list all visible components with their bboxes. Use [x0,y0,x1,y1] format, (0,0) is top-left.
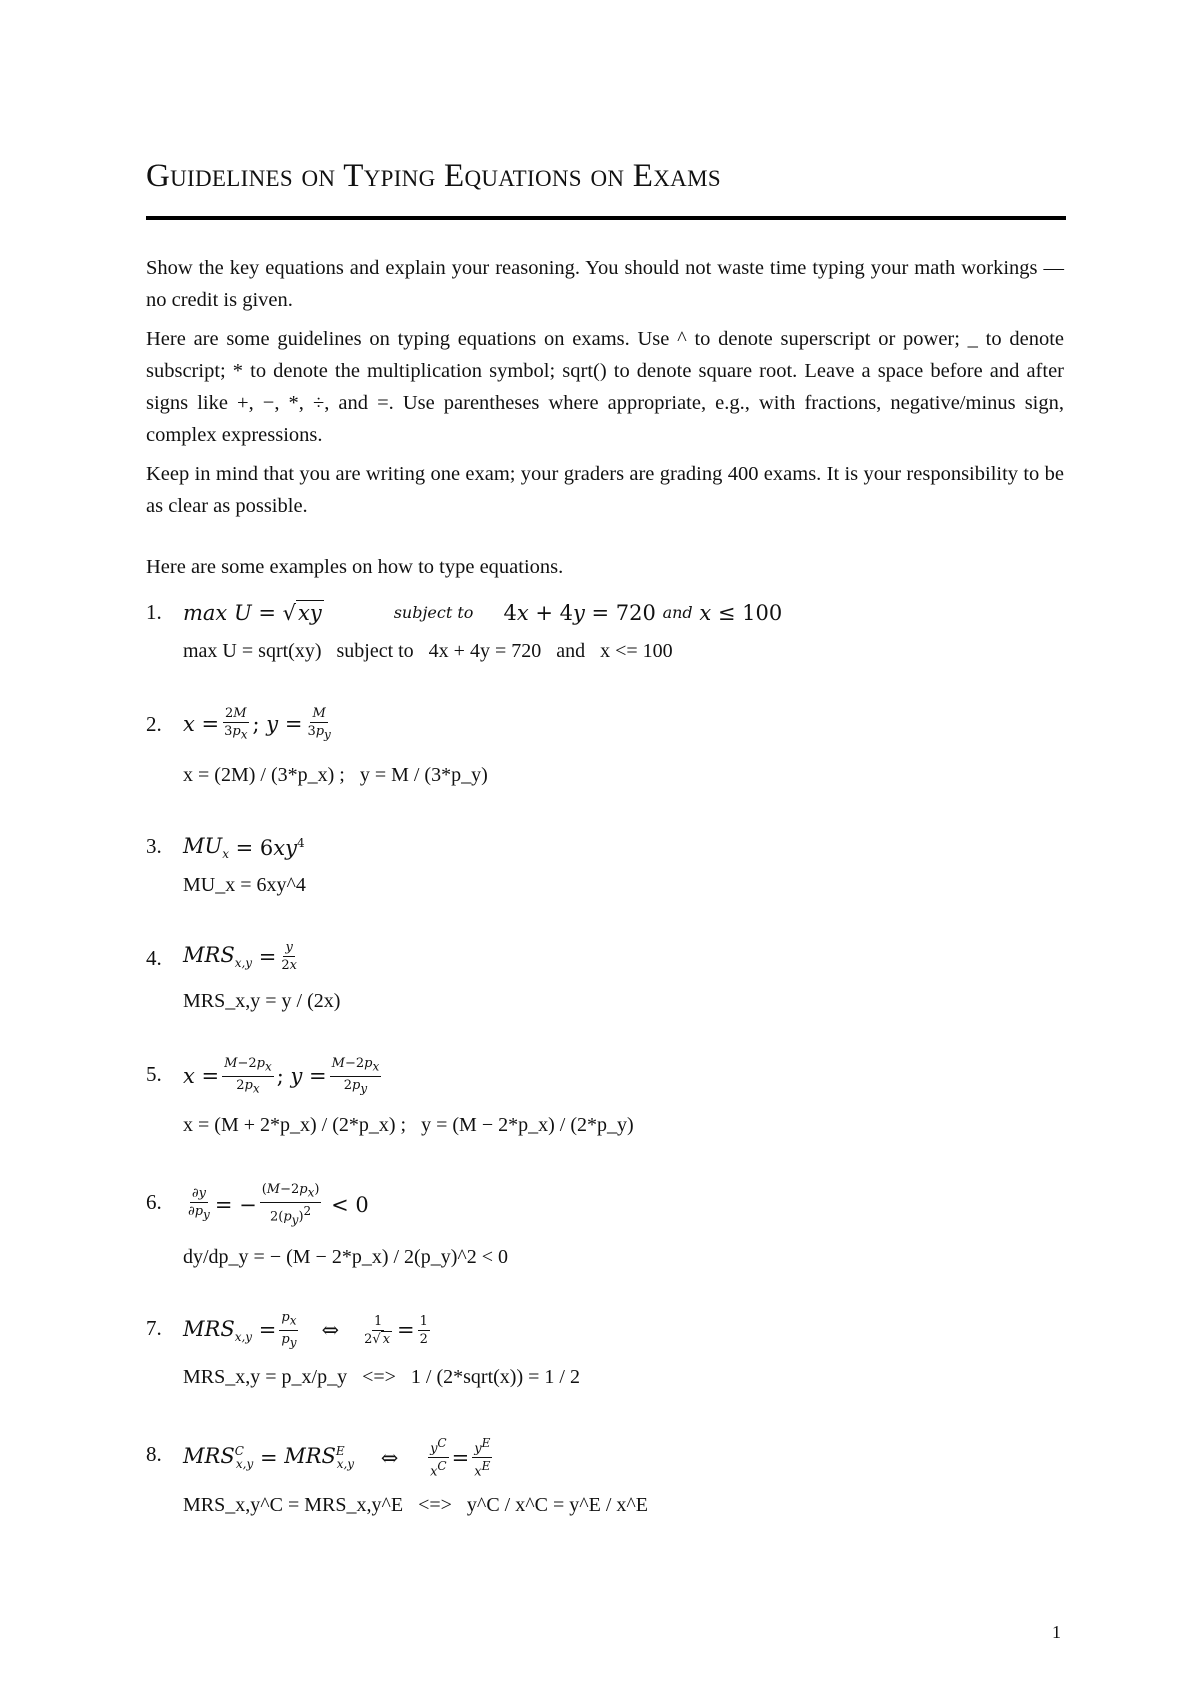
equation-typed: MRS_x,y = y / (2x) [183,990,341,1012]
equation-typed: dy/dp_y = − (M − 2*p_x) / 2(p_y)^2 < 0 [183,1246,509,1268]
example-number: 5. [146,1062,162,1086]
equation-typed: MRS_x,y = p_x/p_y <=> 1 / (2*sqrt(x)) = 1 / 2 [183,1366,580,1388]
equation-rendered: $MRS^C_{x,y}$ = $MRS^E_{x,y}$ ⇔ $\frac{y^C}{x^C}$ = $\frac{y^E}{x^E}$ [183,1436,491,1480]
examples-heading: Here are some examples on how to type equations. [146,556,564,578]
equation-typed: max U = sqrt(xy) subject to 4x + 4y = 720 and x <= 100 [183,640,673,662]
equation-rendered: max U = √ xy subject to 4 x + 4 y = 720 and x ≤ 100 [183,600,783,625]
page-number: 1 [1052,1622,1061,1642]
equation-typed: MU_x = 6xy^4 [183,874,306,896]
example-number: 1. [146,600,162,624]
title-underline [146,216,1066,220]
example-number: 8. [146,1442,162,1466]
equation-typed: MRS_x,y^C = MRS_x,y^E <=> y^C / x^C = y^E / x^E [183,1494,648,1516]
equation-rendered: x = $\frac{2M}{3p_x}$ ; y = $\frac{M}{3p_y}$ [183,706,331,742]
example-number: 6. [146,1190,162,1214]
equation-rendered: $MRS_{x,y}$ = $\frac{y}{2x}$ [183,940,297,973]
intro-paragraph-2: Here are some guidelines on typing equations on exams. Use ^ to denote superscript or power; _ to denote subscript; * to denote the multiplication symbol; sqrt() to denote square root. Leave a space before and after signs like +, −, *, ÷, and =. Use parentheses where appropriate, e.g., with fractions, negative/minus sign, complex expressions. [146,328,1064,446]
equation-rendered: $\frac{\partial y}{\partial p_y}$ = − $\frac{(M-2p_x)}{2(p_y)^2}$ < 0 [188,1182,369,1227]
example-number: 7. [146,1316,162,1340]
equation-typed: x = (M + 2*p_x) / (2*p_x) ; y = (M − 2*p_x) / (2*p_y) [183,1114,634,1136]
intro-section [146,252,1064,522]
equation-rendered: x = $\frac{M-2p_x}{2p_x}$ ; y = $\frac{M-2p_x}{2p_y}$ [183,1056,380,1096]
intro-paragraph-1: Show the key equations and explain your reasoning. You should not waste time typing your math workings — no credit is given. [146,257,1064,311]
equation-rendered: $MRS_{x,y}$ = $\frac{p_x}{p_y}$ ⇔ $\frac{1}{2√ x}$ = $\frac{1}{2}$ [183,1310,428,1350]
example-number: 3. [146,834,162,858]
intro-paragraph-3: Keep in mind that you are writing one exam; your graders are grading 400 exams. It is your responsibility to be as clear as possible. [146,463,1064,517]
example-number: 2. [146,712,162,736]
equation-rendered: $MU_x$ = 6 $xy^4$ [183,834,305,862]
example-number: 4. [146,946,162,970]
equation-typed: x = (2M) / (3*p_x) ; y = M / (3*p_y) [183,764,488,786]
page-title: Guidelines on Typing Equations on Exams [146,158,721,194]
